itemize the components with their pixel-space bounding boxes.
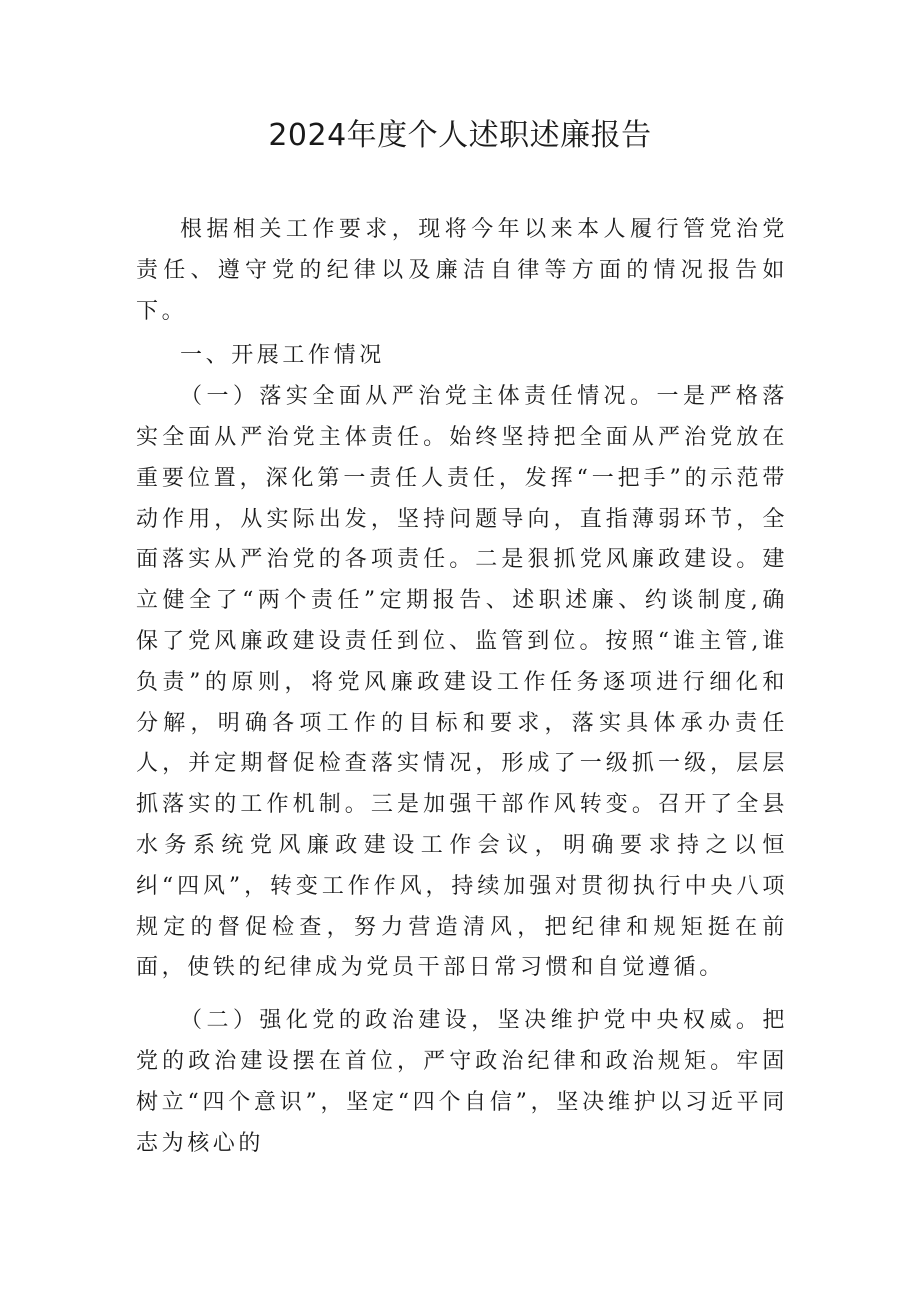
document-title: 2024年度个人述职述廉报告 xyxy=(268,118,652,153)
document-body xyxy=(136,210,788,1164)
paragraph-responsibility: （一）落实全面从严治党主体责任情况。一是严格落实全面从严治党主体责任。始终坚持把全面从严治党放在重要位置，深化第一责任人责任，发挥“一把手”的示范带动作用，从实际出发，坚持问题导向，直指薄弱环节，全面落实从严治党的各项责任。二是狠抓党风廉政建设。建立健全了“两个责任”定期报告、述职述廉、约谈制度,确保了党风廉政建设责任到位、监管到位。按照“谁主管,谁负责”的原则，将党风廉政建设工作任务逐项进行细化和分解，明确各项工作的目标和要求，落实具体承办责任人，并定期督促检查落实情况，形成了一级抓一级，层层抓落实的工作机制。三是加强干部作风转变。召开了全县水务系统党风廉政建设工作会议，明确要求持之以恒纠“四风”，转变工作作风，持续加强对贯彻执行中央八项规定的督促检查，努力营造清风，把纪律和规矩挺在前面，使铁的纪律成为党员干部日常习惯和自觉遵循。 xyxy=(136,384,788,981)
section-heading-work: 一、开展工作情况 xyxy=(180,343,385,369)
intro-paragraph: 根据相关工作要求，现将今年以来本人履行管党治党责任、遵守党的纪律以及廉洁自律等方面的情况报告如下。 xyxy=(136,217,788,324)
paragraph-political-building: （二）强化党的政治建设，坚决维护党中央权威。把党的政治建设摆在首位，严守政治纪律和政治规矩。牢固树立“四个意识”，坚定“四个自信”，坚决维护以习近平同志为核心的 xyxy=(136,1008,788,1156)
